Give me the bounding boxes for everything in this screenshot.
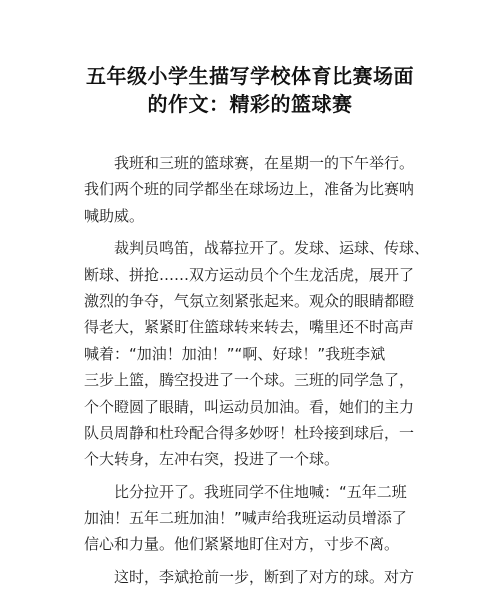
article-body — [84, 150, 444, 590]
text-line: 三步上篮，腾空投进了一个球。三班的同学急了， — [84, 371, 415, 390]
text-line: 个个瞪圆了眼睛，叫运动员加油。看，她们的主力 — [84, 397, 415, 416]
text-line: 加油！五年二班加油！”喊声给我班运动员增添了 — [84, 509, 407, 528]
text-line: 个大转身，左冲右突，投进了一个球。 — [84, 450, 340, 469]
text-line: 我们两个班的同学都坐在球场边上，准备为比赛呐 — [84, 180, 415, 199]
text-line: 激烈的争夺，气氛立刻紧张起来。观众的眼睛都瞪 — [84, 291, 415, 310]
article-title-line: 的作文：精彩的篮球赛 — [147, 92, 353, 116]
paragraph — [84, 150, 444, 229]
paragraph — [84, 479, 444, 558]
text-line: 断球、拼抢……双方运动员个个生龙活虎，展开了 — [84, 265, 415, 284]
paragraph — [84, 235, 444, 473]
text-line: 得老大，紧紧盯住篮球转来转去，嘴里还不时高声 — [84, 318, 415, 337]
text-line: 裁判员鸣笛，战幕拉开了。发球、运球、传球、 — [84, 239, 430, 258]
paragraph — [84, 564, 444, 590]
article-title-line: 五年级小学生描写学校体育比赛场面 — [86, 64, 414, 88]
text-line: 队员周静和杜玲配合得多妙呀！杜玲接到球后，一 — [84, 423, 415, 442]
text-line: 喊着：“加油！加油！”“啊、好球！”我班李斌 — [84, 344, 386, 363]
article-title — [60, 62, 440, 118]
text-line: 信心和力量。他们紧紧地盯住对方，寸步不离。 — [84, 535, 400, 554]
text-line: 这时，李斌抢前一步，断到了对方的球。对方 — [84, 567, 415, 586]
text-line: 喊助威。 — [84, 206, 145, 225]
text-line: 我班和三班的篮球赛，在星期一的下午举行。 — [84, 154, 415, 172]
text-line: 比分拉开了。我班同学不住地喊：“五年二班 — [84, 482, 407, 501]
